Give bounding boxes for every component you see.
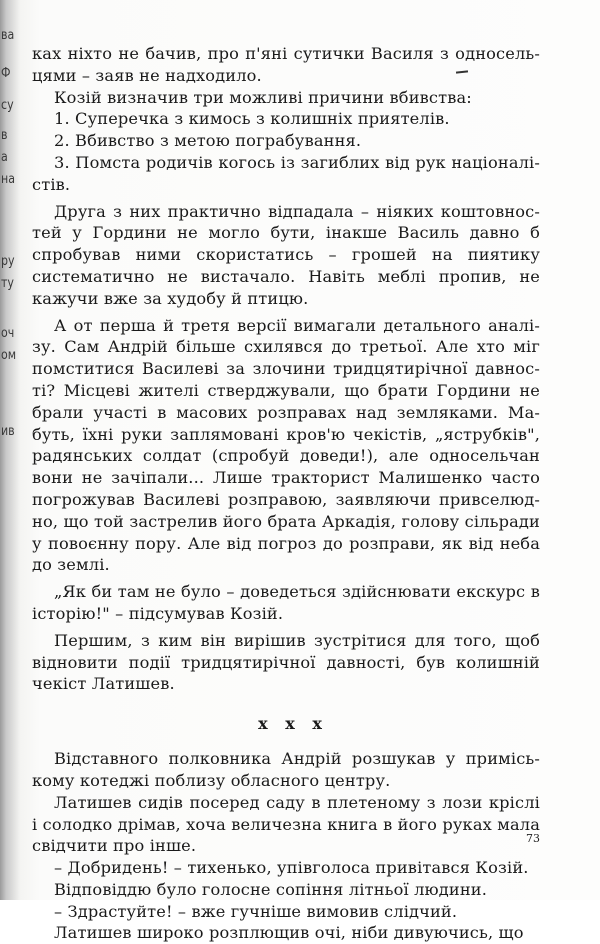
paragraph: Відповіддю було голосне сопіння літньої людини. [54, 879, 488, 899]
page-number: 73 [526, 832, 540, 845]
dialogue-line: – Добридень! – тихенько, упівголоса привітався Козій. [54, 858, 529, 878]
margin-fragment: ва [1, 28, 15, 43]
dialogue-line: – Здрастуйте! – вже гучніше вимовив слідчий. [54, 901, 458, 921]
list-item: 1. Суперечка з кимось з колишніх приятелів. [54, 109, 450, 129]
section-separator: х х х [258, 714, 328, 734]
paragraph: ках ніхто не бачив, про п'яні сутички Василя з односель-цями – заяв не надходило. [32, 44, 540, 85]
paragraph: Козій визначив три можливі причини вбивства: [54, 87, 472, 107]
margin-fragment: на [1, 172, 15, 187]
paragraph: Відставного полковника Андрій розшукав у примісь-кому котеджі поблизу обласного центру. [32, 749, 540, 790]
margin-fragment: а [1, 150, 8, 165]
paragraph: Першим, з ким він вирішив зустрітися для того, щоб відновити події тридцятирічної давності, був колишній чекіст Латишев. [32, 630, 540, 694]
list-item: 3. Помста родичів когось із загиблих від рук націоналі-стів. [32, 152, 540, 194]
list-item: 2. Вбивство з метою пограбування. [54, 131, 362, 151]
paragraph: „Як би там не було – доведеться здійснювати екскурс в історію!" – підсумував Козій. [32, 582, 540, 623]
paragraph: Латишев сидів посеред саду в плетеному з лози кріслі і солодко дрімав, хоча величезна книга в його руках мала свідчити про інше. [32, 792, 540, 856]
binding-edge [0, 0, 22, 900]
page-text [32, 43, 540, 944]
margin-fragment: в [1, 128, 8, 143]
margin-fragment: су [1, 98, 14, 113]
margin-fragment: ту [1, 276, 14, 291]
margin-fragment: ру [1, 254, 15, 269]
paragraph: А от перша й третя версії вимагали детального аналі-зу. Сам Андрій більше схилявся до третьої. Але хто міг помститися Василеві за злочини тридцятирічної давнос-ті? Місцеві жителі стверджували, що брати Гордини не брали участі в масових розправах над земляками. Ма-буть, їхні руки заплямовані кров'ю чекістів, „яструбків", радянських солдат (спробуй доведи!), але односельчан вони не зачіпали... Лише тракторист Малишенко часто погрожував Василеві розправою, заявляючи привселюд-но, що той застрелив його брата Аркадія, голову сільради у повоєнну пору. Але від погроз до розправи, як від неба до землі. [32, 315, 540, 575]
margin-fragment: ом [1, 348, 17, 363]
margin-fragment: Ф [1, 66, 11, 81]
margin-fragment: оч [1, 326, 15, 341]
margin-fragment: ив [1, 424, 15, 439]
paragraph: Латишев широко розплющив очі, ніби дивуючись, що [54, 923, 524, 943]
paragraph: Друга з них практично відпадала – ніяких коштовнос-тей у Гордини не могло бути, інакше Василь давно б спробував ними скористатись – грошей на пиятику систематично не вистачало. Навіть меблі пропив, не кажучи вже за худобу й птицю. [32, 201, 540, 308]
